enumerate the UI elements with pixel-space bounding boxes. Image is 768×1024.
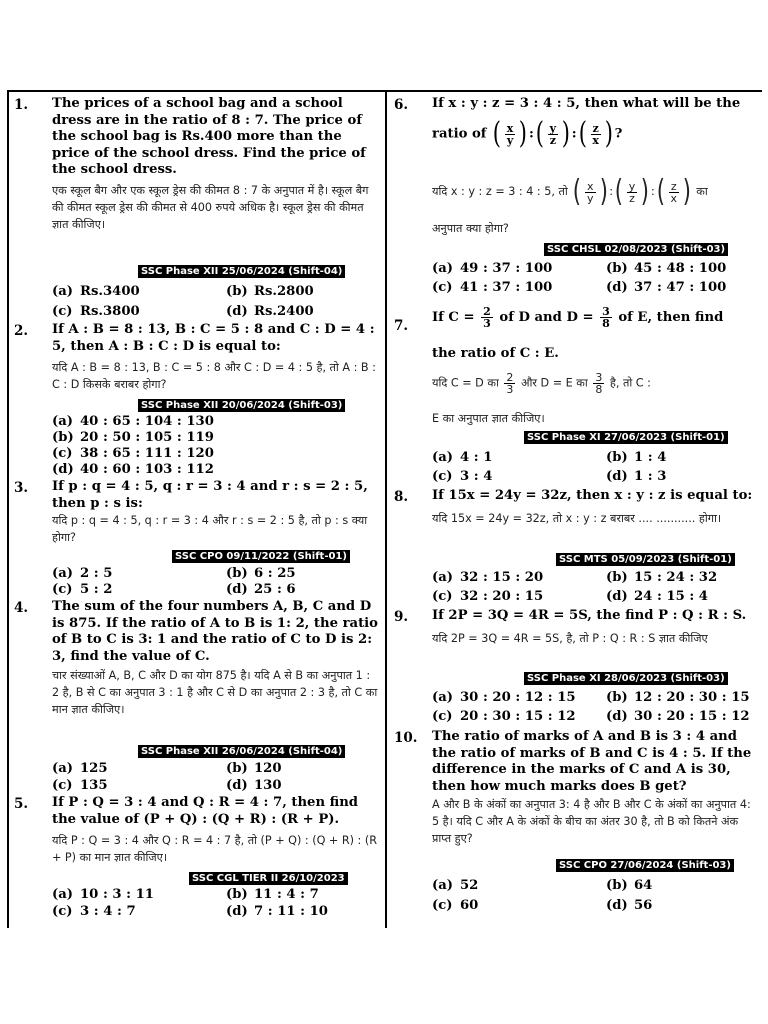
- question-text-hi: A और B के अंकों का अनुपात 3: 4 है और B और C के अंकों का अनुपात 4: 5 है। यदि C और A के अंकों के बीच का अंतर 30 है, तो B को कितने अंक प्राप्त हुए?: [432, 798, 751, 845]
- option-c: (c) 32 : 20 : 15: [432, 589, 544, 604]
- option-a: (a) 10 : 3 : 11: [52, 887, 154, 902]
- question-text-hi: यदि 2P = 3Q = 4R = 5S, है, तो P : Q : R : S ज्ञात कीजिए: [432, 632, 708, 645]
- left-margin-rule: [7, 90, 9, 928]
- option-b: (b) 12 : 20 : 30 : 15: [606, 690, 750, 705]
- question-text-hi: यदि C = D का $\frac{2}{3}$ और D = E का $\frac{3}{8}$ है, तो C :: [432, 371, 651, 396]
- question-text-hi: यदि P : Q = 3 : 4 और Q : R = 4 : 7 है, तो (P + Q) : (Q + R) : (R + P) का मान ज्ञात कीजिए।: [52, 834, 378, 864]
- question-number: 6.: [394, 97, 409, 113]
- option-a: (a) 30 : 20 : 12 : 15: [432, 690, 576, 705]
- option-b: (b) 1 : 4: [606, 450, 667, 465]
- question-ratio-expression: ratio of ( $\frac{x}{y}$ ) : ( $\frac{y}{z}$ ) : ( $\frac{z}{x}$ ) ?: [432, 116, 623, 151]
- column-divider: [385, 90, 387, 928]
- option-a: (a) 40 : 65 : 104 : 130: [52, 414, 214, 429]
- option-c: (c) 60: [432, 898, 479, 913]
- question-text-hi-cont: E का अनुपात ज्ञात कीजिए।: [432, 412, 545, 425]
- option-d: (d) 24 : 15 : 4: [606, 589, 708, 604]
- question-text-en: The sum of the four numbers A, B, C and D is 875. If the ratio of A to B is 1: 2, the ratio of B to C is 3: 1 and the ratio of C to D is 2: 3, find the value of C.: [52, 599, 378, 664]
- question-text-hi-cont: अनुपात क्या होगा?: [432, 222, 509, 235]
- option-d: (d) 130: [226, 778, 282, 793]
- option-c: (c) 5 : 2: [52, 582, 113, 597]
- option-b: (b) 45 : 48 : 100: [606, 261, 727, 276]
- exam-source-badge: SSC Phase XI 28/06/2023 (Shift-03): [524, 672, 728, 685]
- question-text-en: If P : Q = 3 : 4 and Q : R = 4 : 7, then find the value of (P + Q) : (Q + R) : (R + P).: [52, 795, 359, 827]
- option-d: (d) 40 : 60 : 103 : 112: [52, 462, 214, 477]
- option-c: (c) 38 : 65 : 111 : 120: [52, 446, 214, 461]
- option-a: (a) 125: [52, 761, 108, 776]
- option-d: (d) 37 : 47 : 100: [606, 280, 727, 295]
- exam-source-badge: SSC CPO 27/06/2024 (Shift-03): [556, 859, 734, 872]
- fraction-two-thirds: $\frac{2}{3}$: [483, 305, 491, 330]
- question-number: 1.: [14, 97, 29, 113]
- option-a: (a) 2 : 5: [52, 566, 113, 581]
- option-c: (c) 3 : 4: [432, 469, 493, 484]
- fraction-three-eighths: $\frac{3}{8}$: [602, 305, 610, 330]
- question-text-en: If A : B = 8 : 13, B : C = 5 : 8 and C : D = 4 : 5, then A : B : C : D is equal to:: [52, 322, 375, 354]
- option-d: (d) Rs.2400: [226, 304, 314, 319]
- exam-source-badge: SSC Phase XII 25/06/2024 (Shift-04): [138, 265, 345, 278]
- option-c: (c) 3 : 4 : 7: [52, 904, 136, 919]
- option-a: (a) Rs.3400: [52, 284, 140, 299]
- option-b: (b) 11 : 4 : 7: [226, 887, 319, 902]
- option-d: (d) 7 : 11 : 10: [226, 904, 328, 919]
- question-text-en: If x : y : z = 3 : 4 : 5, then what will be the: [432, 96, 741, 111]
- option-b: (b) 6 : 25: [226, 566, 296, 581]
- option-b: (b) Rs.2800: [226, 284, 314, 299]
- question-text-en: If 2P = 3Q = 4R = 5S, the find P : Q : R : S.: [432, 608, 747, 623]
- question-number: 3.: [14, 480, 29, 496]
- question-text-en: If 15x = 24y = 32z, then x : y : z is equal to:: [432, 488, 753, 503]
- exam-source-badge: SSC Phase XII 20/06/2024 (Shift-03): [138, 399, 345, 412]
- question-text-en: The prices of a school bag and a school dress are in the ratio of 8 : 7. The price of the school bag is Rs.400 more than the price of the school dress. Find the price of the school dress.: [52, 96, 366, 177]
- option-c: (c) 20 : 30 : 15 : 12: [432, 709, 576, 724]
- option-d: (d) 25 : 6: [226, 582, 296, 597]
- option-c: (c) Rs.3800: [52, 304, 140, 319]
- option-b: (b) 64: [606, 878, 653, 893]
- option-d: (d) 56: [606, 898, 653, 913]
- question-number: 4.: [14, 600, 29, 616]
- exam-source-badge: SSC Phase XI 27/06/2023 (Shift-01): [524, 431, 728, 444]
- question-text-hi: एक स्कूल बैग और एक स्कूल ड्रेस की कीमत 8 : 7 के अनुपात में है। स्कूल बैग की कीमत स्कूल ड्रेस की कीमत से 400 रुपये अधिक है। स्कूल ड्रेस की कीमत ज्ञात कीजिए।: [52, 184, 369, 231]
- question-text-hi: चार संख्याओं A, B, C और D का योग 875 है। यदि A से B का अनुपात 1 : 2 है, B से C का अनुपात 3 : 1 है और C से D का अनुपात 2 : 3 है, तो C का मान ज्ञात कीजिए।: [52, 669, 378, 716]
- option-a: (a) 32 : 15 : 20: [432, 570, 544, 585]
- exam-source-badge: SSC CGL TIER II 26/10/2023: [189, 872, 348, 885]
- option-a: (a) 52: [432, 878, 479, 893]
- question-text-en: The ratio of marks of A and B is 3 : 4 and the ratio of marks of B and C is 4 : 5. If the difference in the marks of C and A is 30, then how much marks does B get?: [432, 729, 752, 794]
- option-a: (a) 4 : 1: [432, 450, 493, 465]
- option-b: (b) 20 : 50 : 105 : 119: [52, 430, 214, 445]
- question-text-hi: यदि x : y : z = 3 : 4 : 5, तो ( $\frac{x}{y}$ ) : ( $\frac{y}{z}$ ) : ( $\frac{z}{x}$ ) का: [432, 174, 708, 209]
- option-d: (d) 1 : 3: [606, 469, 667, 484]
- exam-source-badge: SSC CPO 09/11/2022 (Shift-01): [172, 550, 350, 563]
- exam-source-badge: SSC CHSL 02/08/2023 (Shift-03): [544, 243, 728, 256]
- option-a: (a) 49 : 37 : 100: [432, 261, 553, 276]
- option-c: (c) 135: [52, 778, 108, 793]
- question-text-hi: यदि 15x = 24y = 32z, तो x : y : z बराबर .... ........... होगा।: [432, 512, 722, 525]
- option-b: (b) 120: [226, 761, 282, 776]
- question-text-en: If p : q = 4 : 5, q : r = 3 : 4 and r : s = 2 : 5, then p : s is:: [52, 479, 368, 511]
- question-text-en: If C = $\frac{2}{3}$ of D and D = $\frac{3}{8}$ of E, then find: [432, 305, 724, 330]
- question-text-hi: यदि p : q = 4 : 5, q : r = 3 : 4 और r : s = 2 : 5 है, तो p : s क्या होगा?: [52, 514, 368, 544]
- question-number: 10.: [394, 730, 418, 746]
- question-number: 5.: [14, 796, 29, 812]
- question-number: 9.: [394, 609, 409, 625]
- exam-source-badge: SSC MTS 05/09/2023 (Shift-01): [556, 553, 735, 566]
- question-text-en-cont: the ratio of C : E.: [432, 346, 559, 361]
- question-number: 7.: [394, 318, 409, 334]
- question-number: 2.: [14, 323, 29, 339]
- option-c: (c) 41 : 37 : 100: [432, 280, 553, 295]
- exam-source-badge: SSC Phase XII 26/06/2024 (Shift-04): [138, 745, 345, 758]
- option-b: (b) 15 : 24 : 32: [606, 570, 718, 585]
- question-number: 8.: [394, 489, 409, 505]
- option-d: (d) 30 : 20 : 15 : 12: [606, 709, 750, 724]
- question-text-hi: यदि A : B = 8 : 13, B : C = 5 : 8 और C : D = 4 : 5 है, तो A : B : C : D किसके बराबर होगा?: [52, 361, 376, 391]
